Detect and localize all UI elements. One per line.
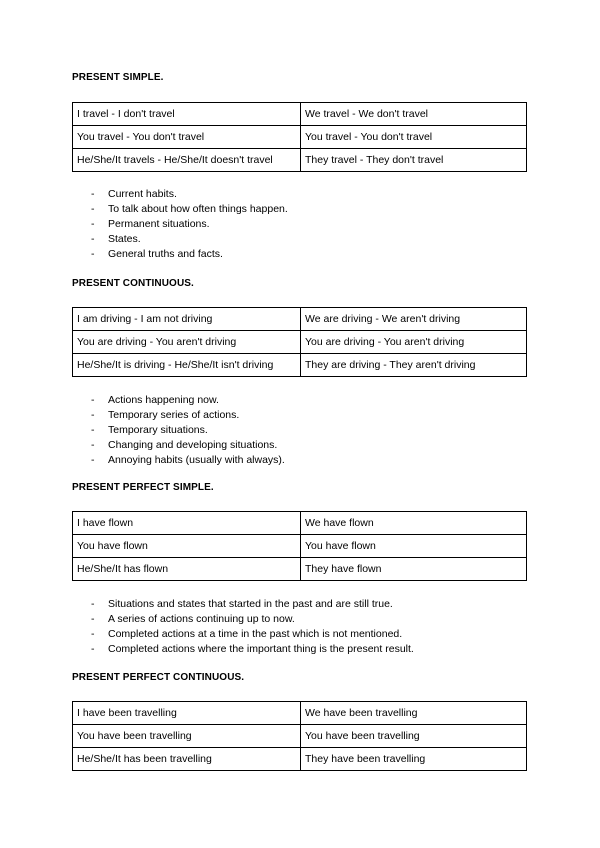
table-row — [73, 126, 527, 149]
dash-bullet-icon: - — [91, 598, 95, 610]
list-item-text: Changing and developing situations. — [108, 439, 278, 451]
list-item — [72, 393, 527, 408]
table-present-perfect-simple — [72, 511, 527, 581]
list-item — [72, 612, 527, 627]
table-present-perfect-continuous — [72, 701, 527, 771]
table-row — [73, 702, 527, 725]
list-item — [72, 627, 527, 642]
list-item — [72, 423, 527, 438]
table-row — [73, 535, 527, 558]
table-cell: He/She/It is driving - He/She/It isn't driving — [73, 354, 301, 377]
table-cell: They travel - They don't travel — [301, 149, 527, 172]
table-row — [73, 149, 527, 172]
table-cell: I travel - I don't travel — [73, 103, 301, 126]
dash-bullet-icon: - — [91, 188, 95, 200]
list-item — [72, 232, 527, 247]
table-cell: You are driving - You aren't driving — [73, 331, 301, 354]
list-item-text: Completed actions where the important thing is the present result. — [108, 643, 414, 655]
table-cell: You have flown — [73, 535, 301, 558]
table-cell: We have been travelling — [301, 702, 527, 725]
list-item — [72, 408, 527, 423]
list-item — [72, 597, 527, 612]
section-heading: PRESENT PERFECT CONTINUOUS. — [72, 672, 245, 683]
table-cell: You travel - You don't travel — [73, 126, 301, 149]
table-cell: He/She/It has flown — [73, 558, 301, 581]
list-item — [72, 642, 527, 657]
table-cell: He/She/It travels - He/She/It doesn't travel — [73, 149, 301, 172]
table-cell: I have been travelling — [73, 702, 301, 725]
list-item — [72, 202, 527, 217]
table-present-simple — [72, 102, 527, 172]
dash-bullet-icon: - — [91, 613, 95, 625]
section-heading: PRESENT PERFECT SIMPLE. — [72, 482, 214, 493]
section-present-perfect-continuous — [72, 671, 527, 685]
list-item-text: General truths and facts. — [108, 248, 223, 260]
dash-bullet-icon: - — [91, 424, 95, 436]
list-item-text: States. — [108, 233, 141, 245]
list-item-text: Current habits. — [108, 188, 177, 200]
list-item-text: Annoying habits (usually with always). — [108, 454, 285, 466]
notes-present-perfect-simple — [72, 597, 527, 657]
table-cell: He/She/It has been travelling — [73, 748, 301, 771]
table-row — [73, 748, 527, 771]
table-cell: I am driving - I am not driving — [73, 308, 301, 331]
table-cell: You are driving - You aren't driving — [301, 331, 527, 354]
dash-bullet-icon: - — [91, 203, 95, 215]
dash-bullet-icon: - — [91, 233, 95, 245]
list-item-text: Permanent situations. — [108, 218, 210, 230]
table-cell: You have been travelling — [301, 725, 527, 748]
list-item — [72, 247, 527, 262]
list-item-text: Temporary situations. — [108, 424, 208, 436]
dash-bullet-icon: - — [91, 248, 95, 260]
table-present-continuous — [72, 307, 527, 377]
table-row — [73, 725, 527, 748]
dash-bullet-icon: - — [91, 394, 95, 406]
list-item — [72, 453, 527, 468]
list-item — [72, 217, 527, 232]
table-cell: We are driving - We aren't driving — [301, 308, 527, 331]
section-heading: PRESENT SIMPLE. — [72, 72, 164, 83]
section-present-perfect-simple — [72, 481, 527, 495]
table-cell: You have been travelling — [73, 725, 301, 748]
table-cell: We have flown — [301, 512, 527, 535]
list-item — [72, 187, 527, 202]
section-heading: PRESENT CONTINUOUS. — [72, 278, 194, 289]
table-row — [73, 558, 527, 581]
dash-bullet-icon: - — [91, 218, 95, 230]
table-cell: They have been travelling — [301, 748, 527, 771]
notes-present-continuous — [72, 393, 527, 468]
table-cell: We travel - We don't travel — [301, 103, 527, 126]
table-cell: They are driving - They aren't driving — [301, 354, 527, 377]
list-item-text: Temporary series of actions. — [108, 409, 240, 421]
list-item-text: To talk about how often things happen. — [108, 203, 288, 215]
table-row — [73, 331, 527, 354]
dash-bullet-icon: - — [91, 439, 95, 451]
dash-bullet-icon: - — [91, 643, 95, 655]
list-item-text: Actions happening now. — [108, 394, 219, 406]
table-cell: I have flown — [73, 512, 301, 535]
dash-bullet-icon: - — [91, 454, 95, 466]
list-item — [72, 438, 527, 453]
list-item-text: Situations and states that started in the past and are still true. — [108, 598, 393, 610]
table-row — [73, 354, 527, 377]
table-row — [73, 308, 527, 331]
section-present-simple — [72, 71, 527, 85]
notes-present-simple — [72, 187, 527, 262]
dash-bullet-icon: - — [91, 409, 95, 421]
dash-bullet-icon: - — [91, 628, 95, 640]
table-cell: You have flown — [301, 535, 527, 558]
table-cell: They have flown — [301, 558, 527, 581]
table-row — [73, 103, 527, 126]
table-cell: You travel - You don't travel — [301, 126, 527, 149]
list-item-text: A series of actions continuing up to now. — [108, 613, 295, 625]
list-item-text: Completed actions at a time in the past which is not mentioned. — [108, 628, 403, 640]
section-present-continuous — [72, 277, 527, 291]
table-row — [73, 512, 527, 535]
